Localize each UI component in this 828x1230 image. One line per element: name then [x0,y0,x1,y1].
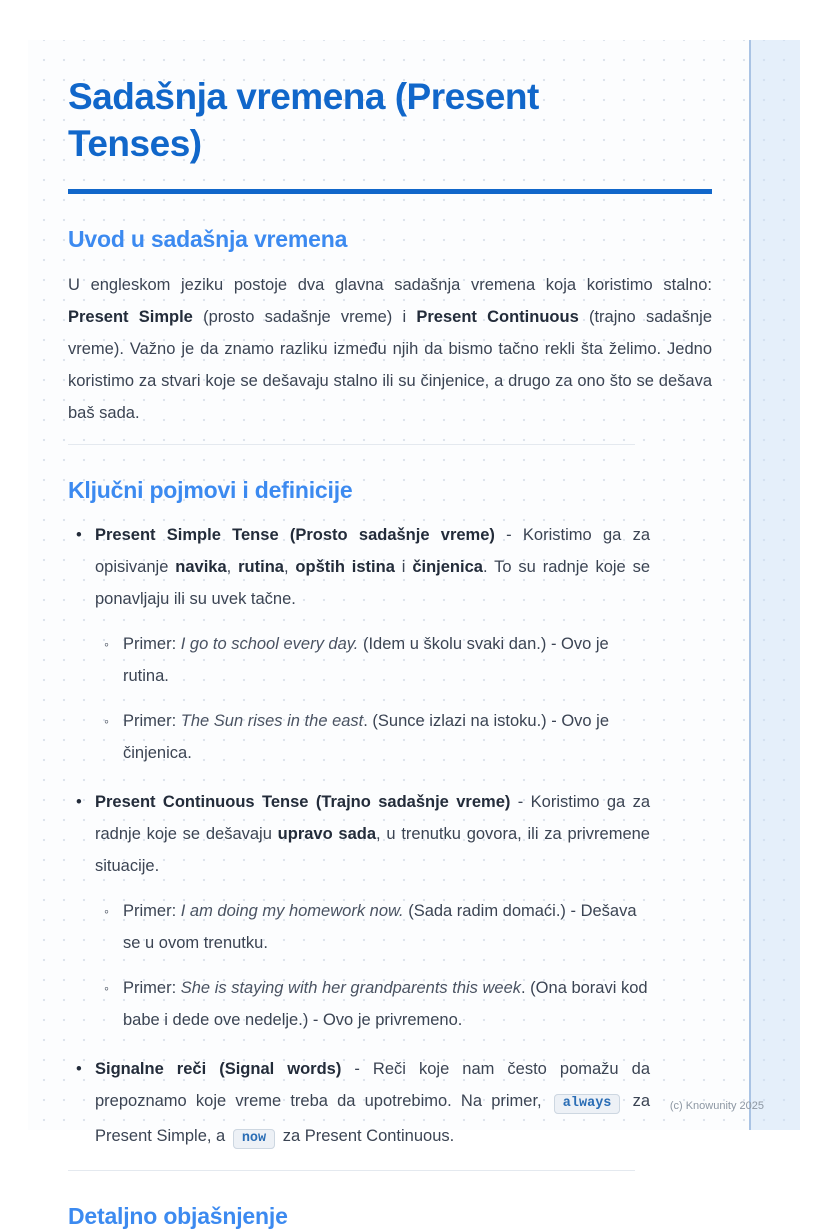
example-item [96,705,712,769]
example-item [96,895,712,959]
list-item-text: Signalne reči (Signal words) - Reči koje nam često pomažu da prepoznamo koje vreme treba da upotrebimo. Na primer, always za Present Simple, a now za Present Continuous. [95,1053,650,1155]
example-sublist [96,628,712,769]
section-heading-key-terms: Ključni pojmovi i definicije [68,477,353,504]
example-text: Primer: I am doing my homework now. (Sada radim domaći.) - Dešava se u ovom trenutku. [123,902,637,953]
page-content [68,74,712,1230]
list-item-present-continuous [68,786,712,1036]
key-terms-list [68,519,712,1155]
list-item-signal-words [68,1053,712,1155]
circle-marker: ◦ [104,903,109,920]
bullet-marker: • [76,793,82,812]
note-page [28,40,800,1230]
example-item [96,628,712,692]
example-text: Primer: She is staying with her grandparents this week. (Ona boravi kod babe i dede ove nedelje.) - Ovo je privremeno. [123,979,648,1030]
circle-marker: ◦ [104,980,109,997]
section-heading-detail: Detaljno objašnjenje [68,1203,288,1230]
list-item-text: Present Continuous Tense (Trajno sadašnje vreme) - Koristimo ga za radnje koje se dešavaju upravo sada, u trenutku govora, ili za privremene situacije. [95,793,650,876]
page-title: Sadašnja vremena (Present Tenses) [68,76,539,164]
section-heading-intro: Uvod u sadašnja vremena [68,226,348,253]
list-item-present-simple [68,519,712,769]
circle-marker: ◦ [104,713,109,730]
example-item [96,972,712,1036]
page-margin-stripe [749,40,800,1130]
circle-marker: ◦ [104,636,109,653]
bullet-marker: • [76,1060,82,1079]
copyright-notice: (c) Knowunity 2025 [669,1100,764,1112]
bullet-marker: • [76,526,82,545]
example-sublist [96,895,712,1036]
list-item-text: Present Simple Tense (Prosto sadašnje vreme) - Koristimo ga za opisivanje navika, rutina, opštih istina i činjenica. To su radnje koje se ponavljaju ili su uvek tačne. [95,526,651,609]
title-underline [68,189,712,194]
example-text: Primer: The Sun rises in the east. (Sunce izlazi na istoku.) - Ovo je činjenica. [123,712,610,763]
example-text: Primer: I go to school every day. (Idem u školu svaki dan.) - Ovo je rutina. [123,635,609,686]
intro-paragraph: U engleskom jeziku postoje dva glavna sadašnja vremena koja koristimo stalno: Present Simple (prosto sadašnje vreme) i Present Continuous (trajno sadašnje vreme). Važno je da znamo razliku između njih da bismo tačno rekli šta želimo. Jedno koristimo za stvari koje se dešavaju stalno ili su činjenice, a drugo za ono što se dešava baš sada. [68,276,712,423]
section-divider [68,444,635,445]
